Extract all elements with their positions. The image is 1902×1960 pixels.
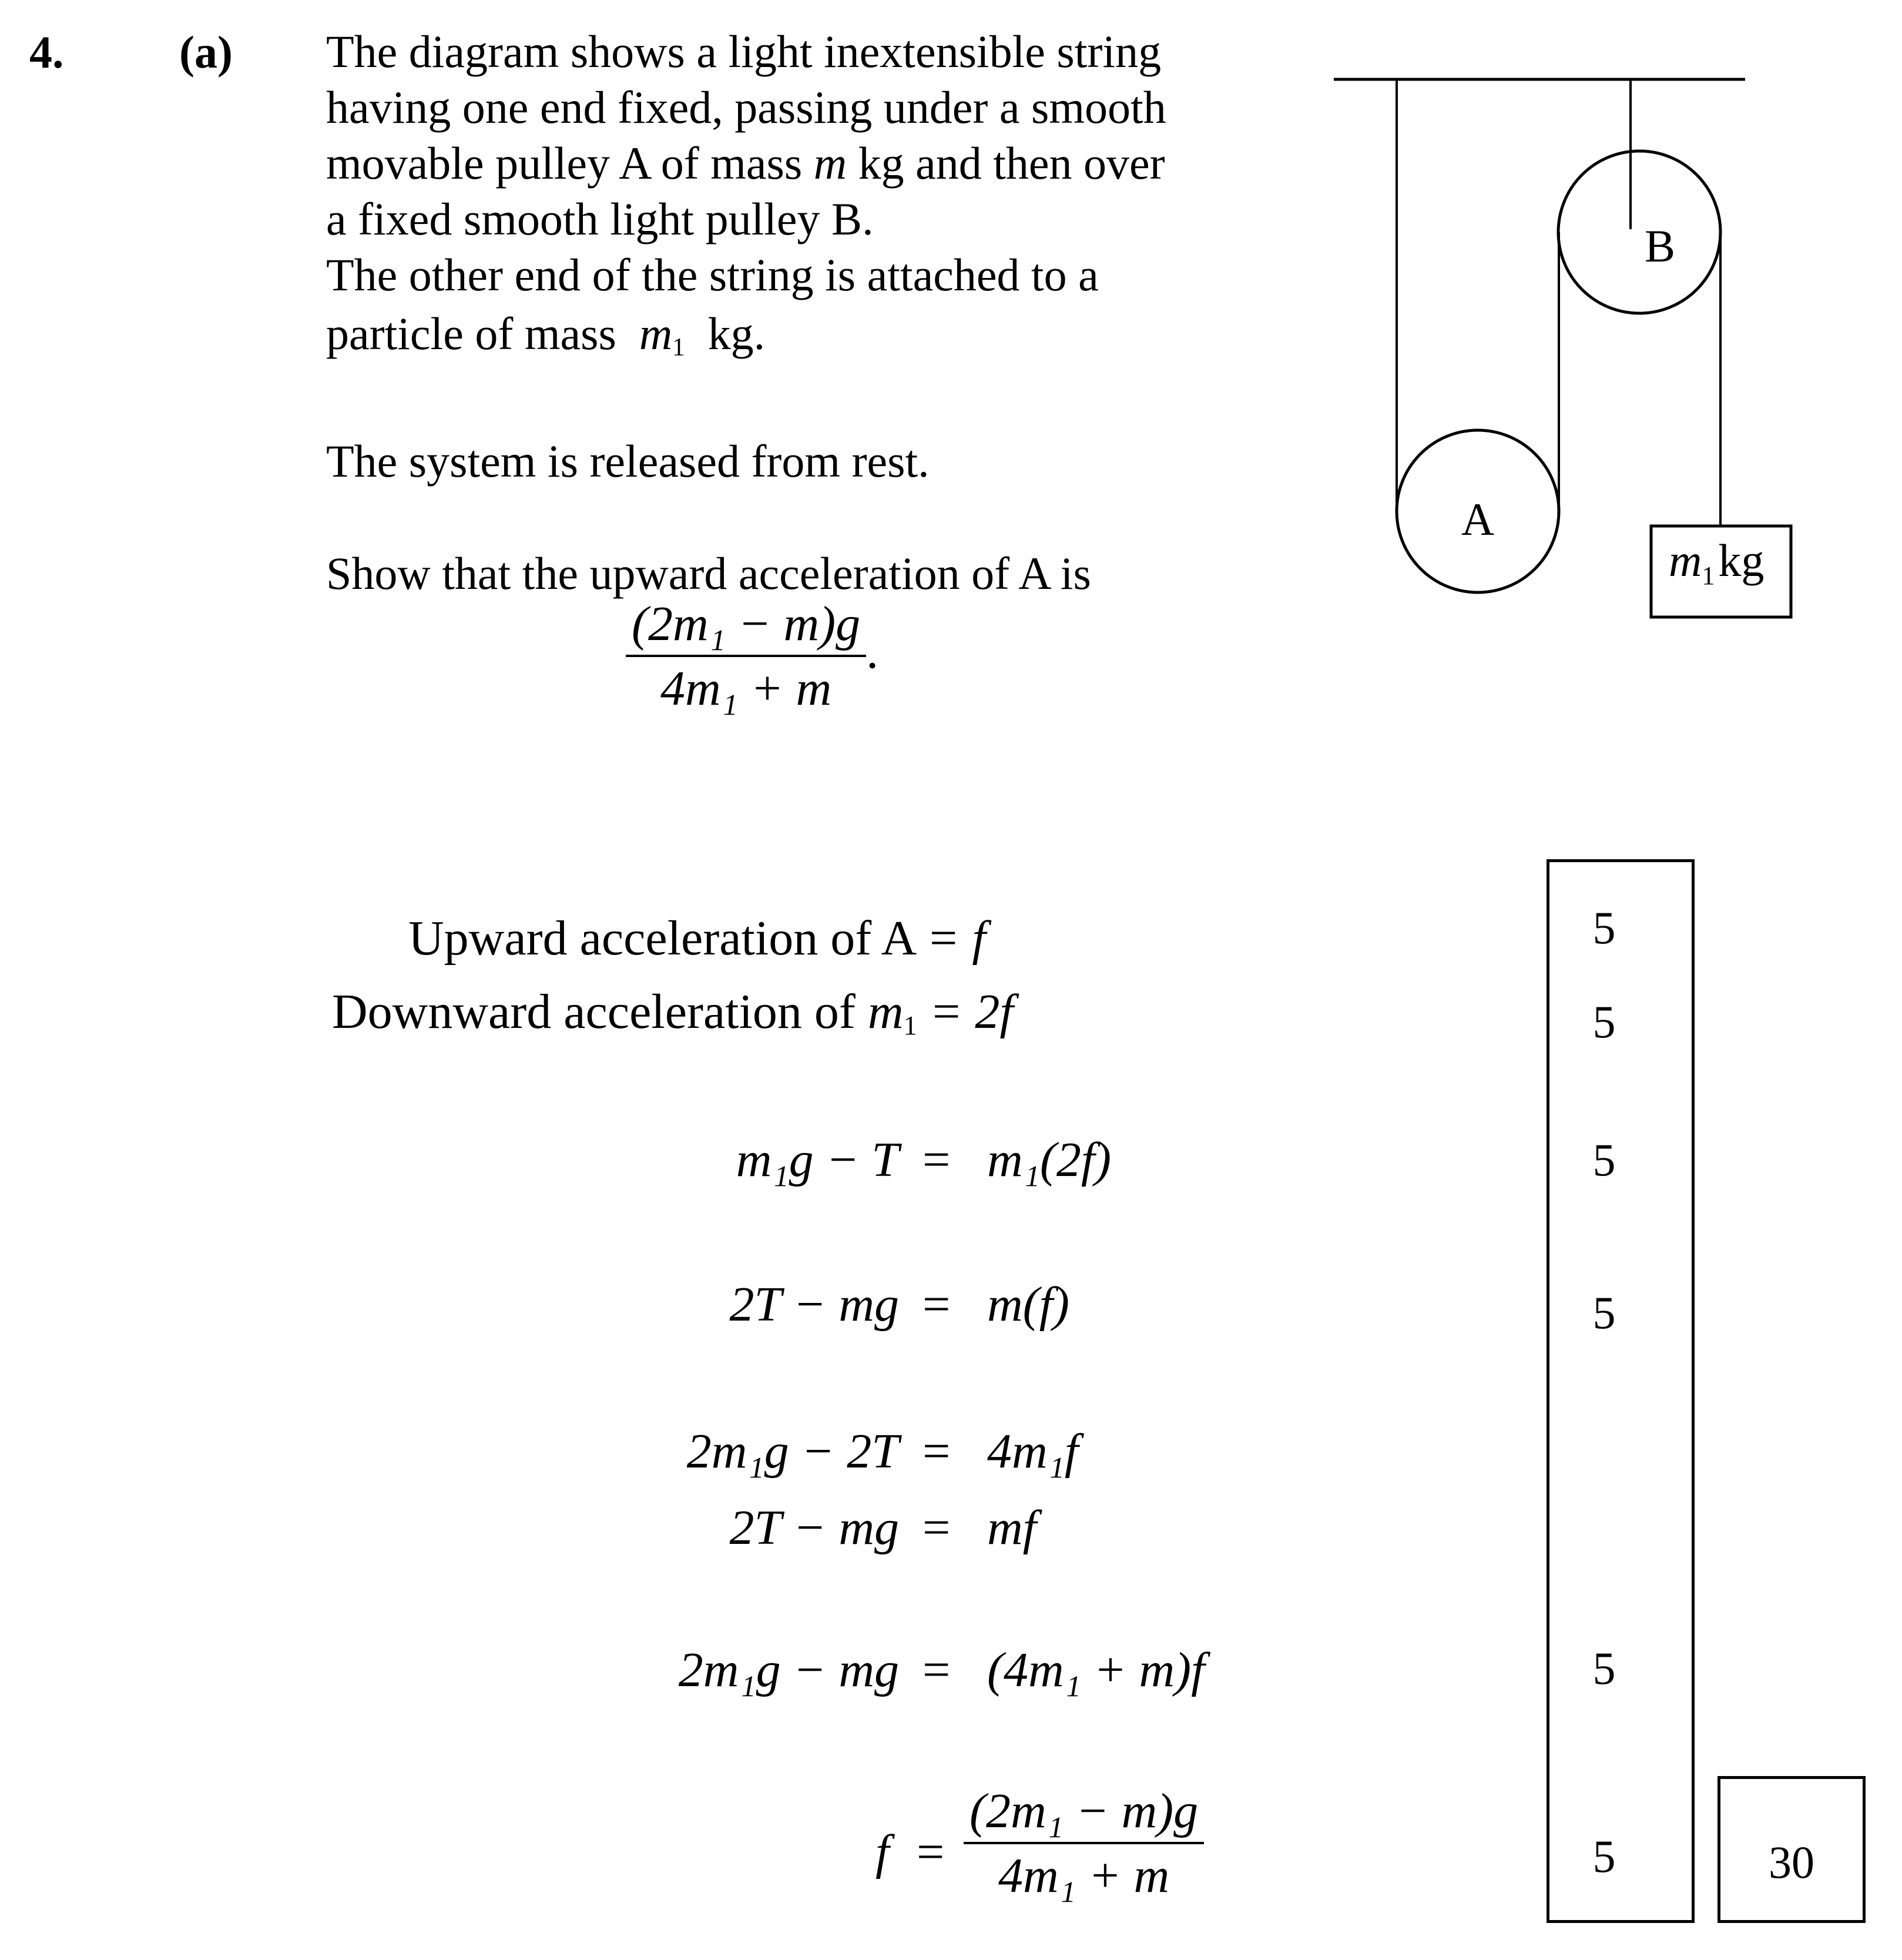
total-marks: 30: [1769, 1837, 1814, 1888]
equation-5-rhs: (4m₁ + m)f: [987, 1643, 1205, 1697]
question-line-1: The diagram shows a light inextensible string: [326, 26, 1162, 77]
pulley-b: [1558, 151, 1720, 313]
particle-label: m1kg: [1669, 535, 1765, 590]
pulley-diagram: [1316, 59, 1810, 635]
equation-5-lhs: 2m₁g − mg: [678, 1643, 899, 1697]
mark-3: 5: [1592, 1134, 1616, 1185]
question-line-5: The other end of the string is attached to a: [326, 249, 1099, 300]
equation-1-equals: =: [923, 1133, 951, 1187]
final-equals: =: [917, 1825, 945, 1879]
equation-2-equals: =: [923, 1277, 951, 1332]
mark-4: 5: [1592, 1287, 1616, 1338]
equation-4-equals: =: [923, 1500, 951, 1555]
mark-5: 5: [1592, 1643, 1616, 1694]
solution-line-1: Upward acceleration of A = f: [408, 911, 986, 966]
question-number: 4.: [29, 26, 64, 78]
pulley-b-label: B: [1644, 220, 1676, 272]
final-numerator: (2m₁ − m)g: [964, 1787, 1204, 1844]
pulley-a-label: A: [1461, 494, 1495, 545]
target-fraction: $\frac{\text{(2m₁ − m)g}}{\text{4m₁ + m}}$ .: [626, 599, 878, 713]
mass-m1: $m_1$: [639, 308, 685, 361]
final-denominator: 4m₁ + m: [998, 1848, 1170, 1903]
question-line-2: having one end fixed, passing under a smooth: [326, 82, 1166, 133]
equation-3-equals: =: [923, 1424, 951, 1479]
equation-2-lhs: 2T − mg: [729, 1277, 899, 1332]
question-line-3: movable pulley A of mass m kg and then over: [326, 138, 1165, 189]
final-lhs: f: [875, 1825, 890, 1879]
equation-3-rhs: 4m₁f: [987, 1424, 1079, 1479]
equation-2-rhs: m(f): [987, 1277, 1069, 1332]
question-line-6: particle of mass $m_1$ kg.: [326, 308, 766, 361]
solution-line-2: Downward acceleration of $m_1 = 2f$: [332, 984, 1014, 1041]
question-line-4: a fixed smooth light pulley B.: [326, 193, 874, 244]
equation-3-lhs: 2m₁g − 2T: [686, 1424, 899, 1479]
mass-m: m: [813, 138, 847, 189]
question-part-label: (a): [179, 26, 233, 78]
show-that-text: Show that the upward acceleration of A is: [326, 548, 1091, 599]
mark-2: 5: [1592, 996, 1616, 1047]
released-text: The system is released from rest.: [326, 435, 930, 487]
equation-4-rhs: mf: [987, 1500, 1036, 1555]
equation-4-lhs: 2T − mg: [729, 1500, 899, 1555]
equation-1-lhs: m₁g − T: [736, 1133, 899, 1187]
mark-6: 5: [1592, 1831, 1616, 1882]
equation-5-equals: =: [923, 1643, 951, 1697]
mark-1: 5: [1592, 902, 1616, 953]
equation-1-rhs: m₁(2f): [987, 1133, 1112, 1187]
question-text: [326, 24, 1278, 376]
final-fraction: [964, 1784, 1204, 1903]
